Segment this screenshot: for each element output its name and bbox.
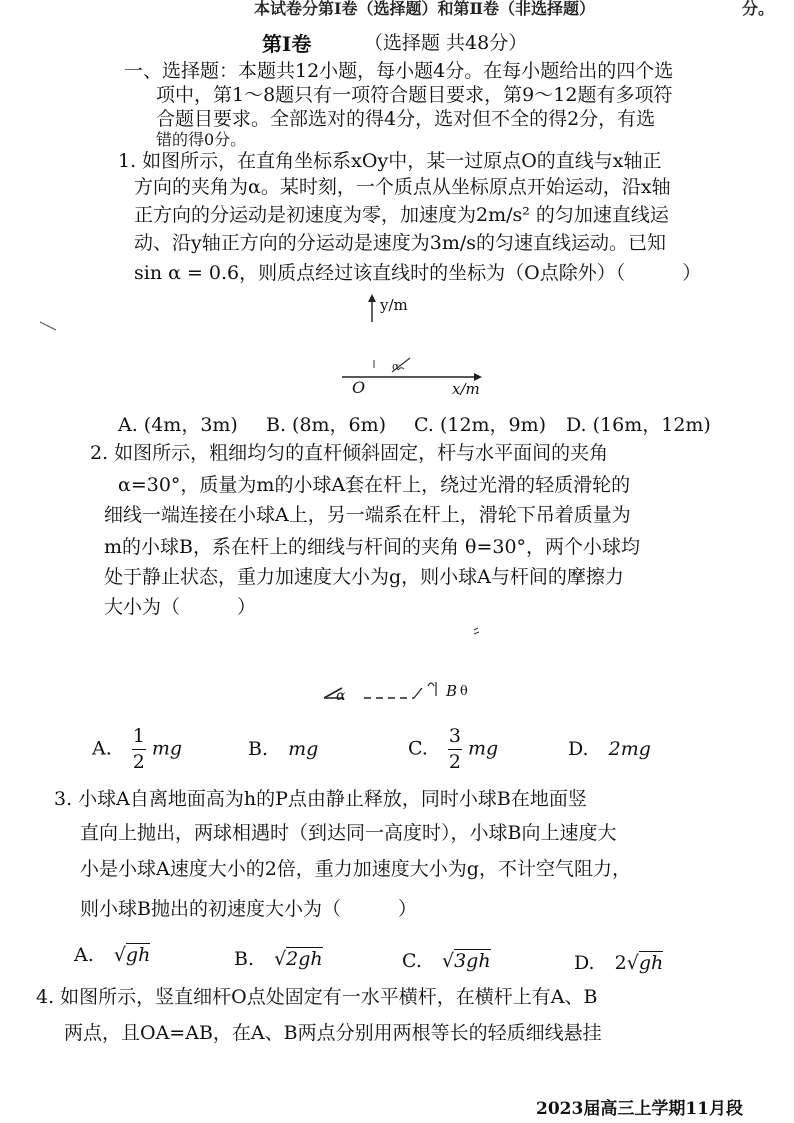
- q3-option-d-coef: 2: [614, 952, 627, 974]
- instruction-line-2: 项中，第1～8题只有一项符合题目要求，第9～12题有多项符: [156, 84, 673, 106]
- q2-option-a-tail: mg: [151, 737, 183, 760]
- q3-line-4: 则小球B抛出的初速度大小为（ ）: [80, 898, 417, 920]
- q2-line-3: 细线一端连接在小球A上，另一端系在杆上，滑轮下吊着质量为: [104, 504, 631, 526]
- q3-line-3: 小是小球A速度大小的2倍，重力加速度大小为g，不计空气阻力，: [80, 858, 631, 880]
- section-title: 第Ⅰ卷: [262, 32, 312, 56]
- q2-line-6: 大小为（ ）: [104, 596, 257, 618]
- q2-option-d[interactable]: [568, 738, 651, 760]
- q1-line-5: sin α = 0.6，则质点经过该直线时的坐标为（O点除外）（ ）: [134, 262, 702, 284]
- q3-option-b-letter: B.: [234, 948, 255, 970]
- instruction-line-3: 合题目要求。全部选对的得4分，选对但不全的得2分，有选: [156, 108, 656, 130]
- q1-line-1: 1. 如图所示，在直角坐标系xOy中，某一过原点O的直线与x轴正: [118, 150, 662, 172]
- q2-option-a-den: 2: [132, 750, 145, 773]
- q1-x-label: x/m: [452, 380, 480, 398]
- q3-option-a[interactable]: [74, 944, 150, 966]
- q2-option-c[interactable]: [408, 726, 498, 773]
- header-right-fragment: 分。: [742, 0, 775, 18]
- q3-option-b[interactable]: [234, 948, 323, 970]
- q3-option-d[interactable]: [574, 952, 663, 974]
- q2-option-a-num: 1: [132, 725, 145, 747]
- q2-option-b-tail: mg: [288, 738, 319, 760]
- q1-line-2: 方向的夹角为α。某时刻，一个质点从坐标原点开始运动，沿x轴: [134, 176, 671, 198]
- q2-option-c-den: 2: [448, 750, 461, 773]
- q2-option-c-tail: mg: [468, 737, 499, 760]
- q2-line-4: m的小球B，系在杆上的细线与杆间的夹角 θ=30°，两个小球均: [104, 536, 641, 558]
- q1-option-b[interactable]: B. (8m，6m): [266, 414, 387, 436]
- q2-option-d-letter: D.: [568, 738, 589, 760]
- q2-option-a-letter: A.: [92, 737, 112, 760]
- header-top-line: 本试卷分第Ⅰ卷（选择题）和第Ⅱ卷（非选择题）: [254, 0, 595, 18]
- q1-option-d[interactable]: D. (16m，12m): [566, 414, 711, 436]
- q2-line-5: 处于静止状态，重力加速度大小为g，则小球A与杆间的摩擦力: [104, 566, 624, 588]
- q4-line-1: 4. 如图所示，竖直细杆O点处固定有一水平横杆，在横杆上有A、B: [36, 986, 598, 1008]
- q2-option-b[interactable]: [248, 738, 318, 760]
- q1-line-4: 动、沿y轴正方向的分运动是速度为3m/s的匀速直线运动。已知: [134, 232, 666, 254]
- q2-line-1: 2. 如图所示，粗细均匀的直杆倾斜固定，杆与水平面间的夹角: [90, 442, 609, 464]
- q2-option-c-num: 3: [448, 725, 461, 747]
- q2-alpha-label: α: [336, 688, 346, 704]
- q3-option-c-radicand: 3gh: [454, 950, 491, 972]
- q3-line-1: 3. 小球A自离地面高为h的P点由静止释放，同时小球B在地面竖: [54, 788, 587, 810]
- q1-y-label: y/m: [380, 296, 408, 314]
- q3-option-c-letter: C.: [402, 950, 422, 972]
- q1-angle-label: α: [392, 360, 400, 373]
- sqrt-icon: √: [274, 948, 287, 970]
- q2-ball-label: B: [446, 682, 458, 700]
- q3-option-b-radicand: 2gh: [286, 948, 323, 970]
- instruction-line-1: 一、选择题：本题共12小题，每小题4分。在每小题给出的四个选: [124, 60, 674, 82]
- instruction-line-4: 错的得0分。: [156, 130, 247, 149]
- q1-option-a[interactable]: A. (4m，3m): [118, 414, 238, 436]
- sqrt-icon: √: [626, 952, 639, 974]
- section-subtitle: （选择题 共48分）: [364, 32, 528, 54]
- q2-option-a-fraction: [132, 726, 146, 773]
- q3-option-a-radicand: gh: [125, 944, 151, 966]
- q2-option-d-tail: 2mg: [608, 738, 651, 760]
- q4-line-2: 两点，且OA=AB，在A、B两点分别用两根等长的轻质细线悬挂: [64, 1022, 602, 1044]
- q1-line-3: 正方向的分运动是初速度为零，加速度为2m/s² 的匀加速直线运: [134, 204, 669, 226]
- q2-option-c-letter: C.: [408, 737, 428, 760]
- sqrt-icon: √: [113, 944, 126, 966]
- q2-theta-label: θ: [460, 684, 468, 699]
- q2-line-2: α=30°，质量为m的小球A套在杆上，绕过光滑的轻质滑轮的: [118, 474, 631, 496]
- q3-option-c[interactable]: [402, 950, 491, 972]
- q2-option-c-fraction: [448, 726, 462, 773]
- q1-origin-label: O: [352, 378, 366, 397]
- q2-option-a[interactable]: [92, 726, 182, 773]
- q1-option-c[interactable]: C. (12m，9m): [414, 414, 547, 436]
- page-footer: 2023届高三上学期11月段: [536, 1099, 743, 1119]
- q3-option-a-letter: A.: [74, 944, 94, 966]
- sqrt-icon: √: [441, 950, 455, 972]
- q2-option-b-letter: B.: [248, 738, 269, 760]
- q3-line-2: 直向上抛出，两球相遇时（到达同一高度时），小球B向上速度大: [80, 822, 617, 844]
- q3-option-d-radicand: gh: [638, 952, 664, 974]
- q3-option-d-letter: D.: [574, 952, 595, 974]
